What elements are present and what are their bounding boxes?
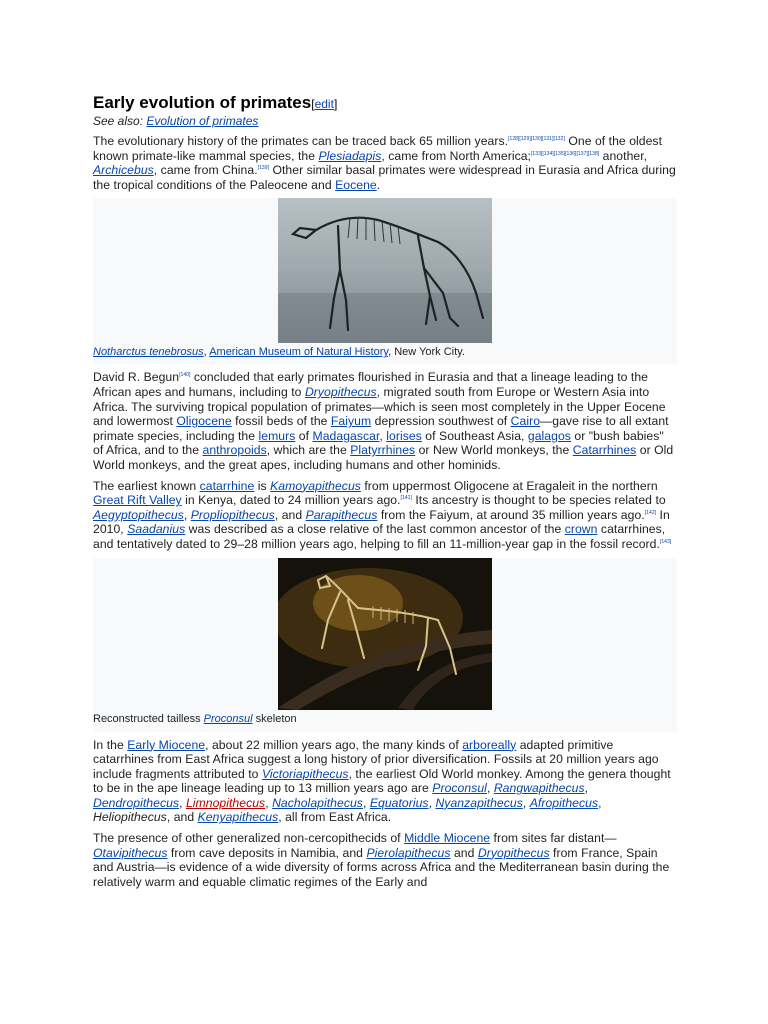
- text: .: [376, 177, 381, 192]
- link-madagascar[interactable]: Madagascar: [312, 428, 380, 443]
- link-galagos[interactable]: galagos: [527, 428, 571, 443]
- link-plesiadapis[interactable]: Plesiadapis: [318, 148, 382, 163]
- text: or Old World monkeys, and the great apes, including humans and other hominids.: [93, 443, 674, 472]
- notharctus-skeleton-image: [278, 198, 492, 343]
- text: , New York City.: [388, 346, 465, 359]
- citation[interactable]: [140]: [179, 372, 191, 379]
- link-amnh[interactable]: American Museum of Natural History: [209, 346, 389, 359]
- text: ,: [183, 507, 191, 522]
- text: , and: [166, 810, 198, 825]
- text: adapted primitive catarrhines from East Africa suggest a long history of prior diversification. Fossils at 20 million years ago include fragments attributed to: [93, 737, 659, 781]
- link-proconsul[interactable]: Proconsul: [203, 712, 253, 725]
- link-pierolapithecus[interactable]: Pierolapithecus: [366, 845, 451, 860]
- skeleton-photo: [278, 558, 492, 710]
- link-kenyapithecus[interactable]: Kenyapithecus: [197, 810, 279, 825]
- text: , came from North America;: [381, 148, 531, 163]
- citation[interactable]: [139]: [257, 165, 270, 172]
- paragraph-1: [93, 134, 677, 192]
- link-crown[interactable]: crown: [564, 522, 598, 537]
- link-proconsul[interactable]: Proconsul: [432, 781, 487, 796]
- section-heading: [93, 93, 677, 114]
- text: from sites far distant—: [490, 831, 617, 846]
- link-equatorius[interactable]: Equatorius: [369, 795, 429, 810]
- paragraph-5: [93, 831, 677, 889]
- text: , migrated south from Europe or Western Asia into Africa. The surviving tropical population of primates—which is seen most completely in the Upper Eocene and lowermost: [93, 384, 666, 429]
- link-notharctus[interactable]: Notharctus tenebrosus: [93, 346, 204, 359]
- link-afropithecus[interactable]: Afropithecus: [529, 795, 599, 810]
- citation[interactable]: [142]: [644, 509, 657, 516]
- text: was described as a close relative of the last common ancestor of the: [185, 522, 565, 537]
- link-dendropithecus[interactable]: Dendropithecus: [93, 795, 180, 810]
- link-nyanzapithecus[interactable]: Nyanzapithecus: [435, 795, 523, 810]
- text: , all from East Africa.: [278, 810, 392, 825]
- text: or New World monkeys, the: [415, 443, 573, 458]
- edit-link[interactable]: edit: [314, 97, 334, 111]
- text: The presence of other generalized non-cercopithecids of: [93, 831, 405, 846]
- text: is: [254, 478, 271, 493]
- see-also-note: [93, 114, 677, 129]
- link-aegyptopithecus[interactable]: Aegyptopithecus: [93, 507, 184, 522]
- link-limnopithecus[interactable]: Limnopithecus: [185, 795, 266, 810]
- text: , about 22 million years ago, the many kinds of: [205, 737, 463, 752]
- link-dryopithecus-2[interactable]: Dryopithecus: [477, 845, 550, 860]
- text: depression southwest of: [371, 414, 511, 429]
- citation[interactable]: [143]: [659, 538, 672, 545]
- text: ,: [179, 795, 186, 810]
- link-cairo[interactable]: Cairo: [510, 414, 541, 429]
- text: concluded that early primates flourished in Eurasia and that a lineage leading to the African apes and humans, including to: [93, 370, 648, 399]
- text: ,: [379, 428, 387, 443]
- link-rangwapithecus[interactable]: Rangwapithecus: [493, 781, 585, 796]
- proconsul-skeleton-image: [278, 558, 492, 710]
- link-catarrhines[interactable]: Catarrhines: [572, 443, 637, 458]
- text: In 2010,: [93, 507, 670, 537]
- edit-bracket-open: [: [311, 97, 315, 111]
- section-title: Early evolution of primates: [93, 93, 312, 112]
- paragraph-4: [93, 738, 677, 826]
- link-anthropoids[interactable]: anthropoids: [202, 443, 267, 458]
- link-eocene[interactable]: Eocene: [335, 177, 377, 192]
- link-platyrrhines[interactable]: Platyrrhines: [350, 443, 416, 458]
- link-oligocene[interactable]: Oligocene: [176, 414, 232, 429]
- link-dryopithecus[interactable]: Dryopithecus: [304, 384, 377, 399]
- figure-caption: [93, 343, 677, 363]
- text: from cave deposits in Namibia, and: [167, 845, 367, 860]
- link-great-rift-valley[interactable]: Great Rift Valley: [93, 493, 182, 508]
- text: Other similar basal primates were widespread in Eurasia and Africa during the tropical conditions of the Paleocene and: [93, 163, 676, 192]
- figure-caption: [93, 710, 677, 730]
- text: Its ancestry is thought to be species related to: [411, 493, 666, 508]
- citation[interactable]: [141]: [400, 495, 412, 502]
- text: ,: [203, 346, 210, 359]
- skeleton-photo: [278, 198, 492, 343]
- text: ,: [522, 795, 530, 810]
- text: or "bush babies" of Africa, and to the: [93, 428, 664, 458]
- text: ,: [598, 795, 602, 810]
- text: catarrhines, and tentatively dated to 29–28 million years ago, helping to fill an 11-million-year gap in the fossil record.: [93, 522, 666, 551]
- text: ,: [428, 795, 436, 810]
- text: from France, Spain and Austria—is evidence of a wide diversity of forms across Africa and the Mediterranean basin during the relatively warm and equable climatic regimes of the Early and: [93, 845, 670, 889]
- link-middle-miocene[interactable]: Middle Miocene: [404, 831, 491, 846]
- text: David R. Begun: [93, 370, 180, 385]
- text: in Kenya, dated to 24 million years ago.: [181, 493, 401, 508]
- figure-proconsul: [93, 558, 677, 732]
- paragraph-3: [93, 479, 677, 552]
- text: skeleton: [252, 712, 297, 725]
- text: , the earliest Old World monkey. Among the genera thought to be in the ape lineage leading up to 13 million years ago are: [93, 766, 671, 796]
- link-catarrhine[interactable]: catarrhine: [199, 478, 255, 493]
- link-propliopithecus[interactable]: Propliopithecus: [190, 507, 275, 522]
- link-victoriapithecus[interactable]: Victoriapithecus: [261, 766, 349, 781]
- article-section: [93, 93, 677, 889]
- link-arboreally[interactable]: arboreally: [462, 737, 517, 752]
- text: In the: [93, 737, 128, 752]
- text: and: [450, 845, 478, 860]
- citation[interactable]: [133][134][135][136][137][138]: [530, 150, 600, 157]
- text: —gave rise to all extant primate species, including the: [93, 414, 669, 443]
- citation[interactable]: [128][129][130][131][132]: [508, 136, 565, 142]
- link-kamoyapithecus[interactable]: Kamoyapithecus: [270, 478, 361, 493]
- text: The earliest known: [93, 478, 200, 493]
- text: from uppermost Oligocene at Eragaleit in the northern: [360, 478, 658, 493]
- link-saadanius[interactable]: Saadanius: [127, 522, 186, 537]
- heliopithecus-text: Heliopithecus: [93, 810, 167, 825]
- link-parapithecus[interactable]: Parapithecus: [305, 507, 378, 522]
- text: Reconstructed tailless: [93, 712, 204, 725]
- text: ,: [265, 795, 273, 810]
- see-also-link[interactable]: Evolution of primates: [146, 114, 259, 128]
- figure-notharctus: [93, 198, 677, 364]
- text: of: [295, 428, 313, 443]
- text: of Southeast Asia,: [421, 428, 528, 443]
- paragraph-2: [93, 370, 677, 472]
- text: The evolutionary history of the primates can be traced back 65 million years.: [93, 134, 509, 148]
- text: ,: [486, 781, 494, 796]
- text: , and: [274, 507, 306, 522]
- link-early-miocene[interactable]: Early Miocene: [127, 737, 206, 752]
- text: ,: [584, 781, 589, 796]
- link-lorises[interactable]: lorises: [386, 428, 422, 443]
- link-nacholapithecus[interactable]: Nacholapithecus: [272, 795, 363, 810]
- text: One of the oldest known primate-like mammal species, the: [93, 134, 663, 163]
- link-faiyum[interactable]: Faiyum: [330, 414, 372, 429]
- link-archicebus[interactable]: Archicebus: [93, 163, 154, 178]
- text: , came from China.: [153, 163, 258, 178]
- text: , which are the: [266, 443, 351, 458]
- link-otavipithecus[interactable]: Otavipithecus: [93, 845, 168, 860]
- text: ,: [362, 795, 370, 810]
- see-also-label: See also:: [93, 114, 147, 128]
- text: another,: [599, 148, 648, 163]
- text: from the Faiyum, at around 35 million years ago.: [377, 507, 645, 522]
- text: fossil beds of the: [231, 414, 331, 429]
- link-lemurs[interactable]: lemurs: [258, 428, 296, 443]
- edit-bracket-close: ]: [333, 97, 338, 111]
